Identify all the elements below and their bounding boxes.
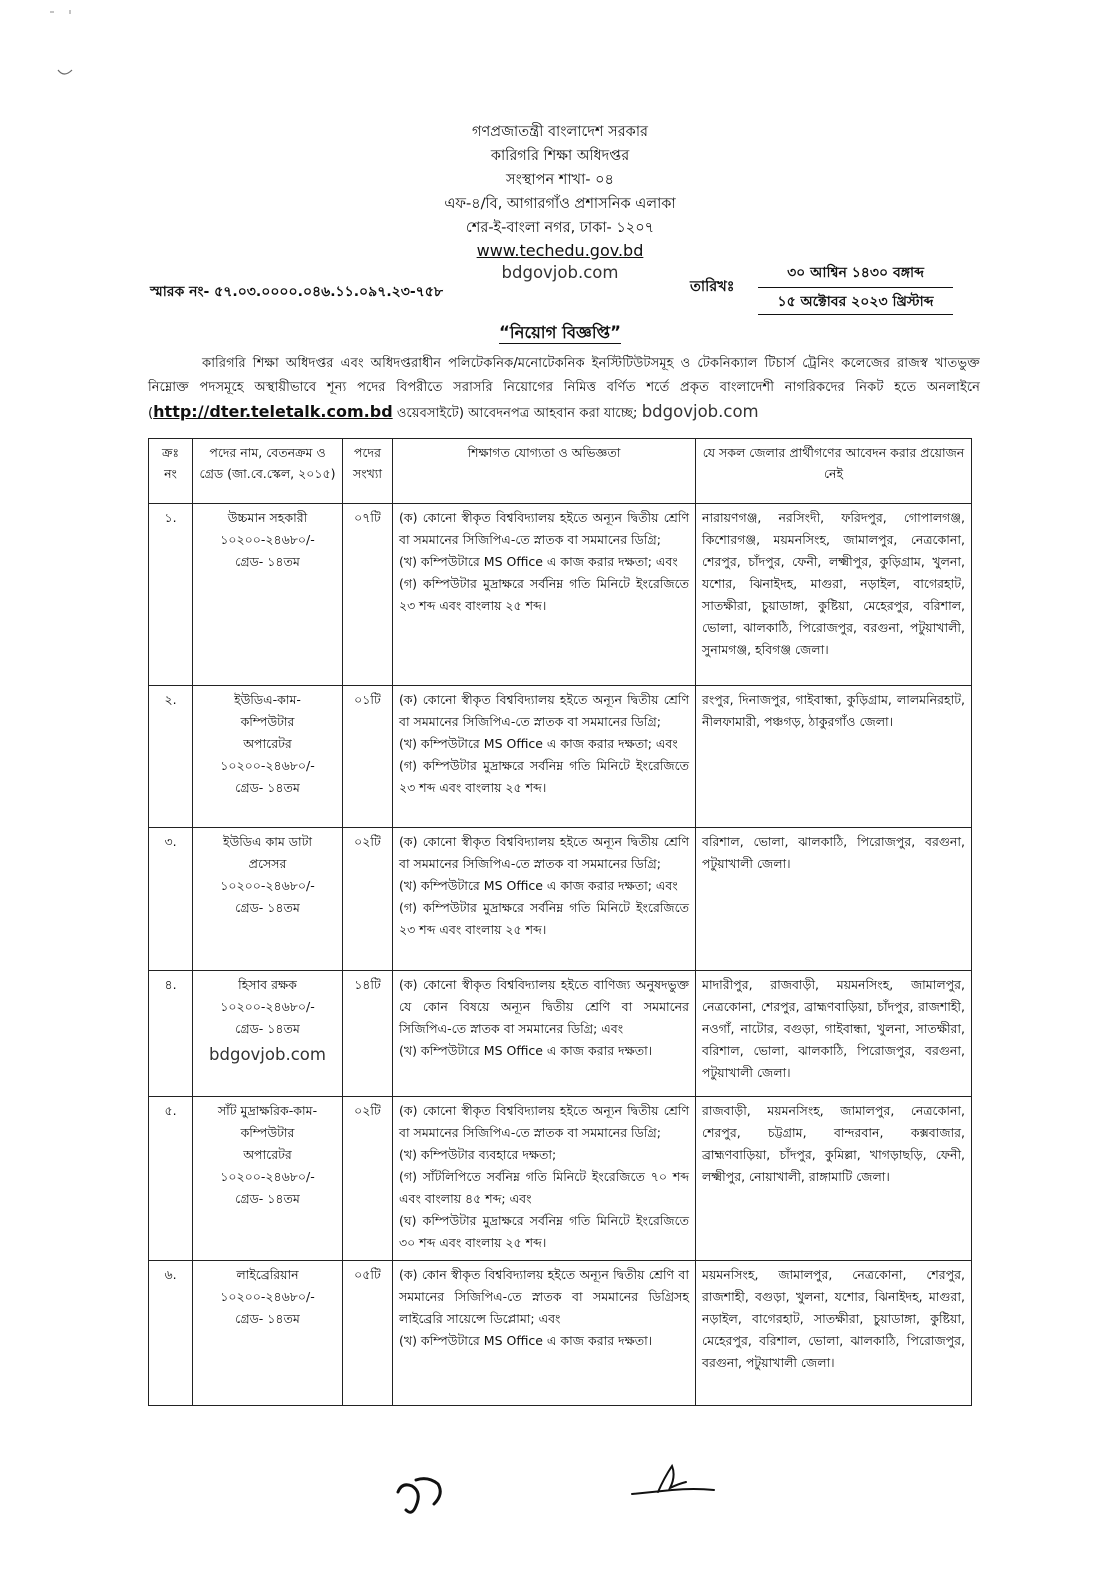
table-row xyxy=(149,686,972,828)
row-count: ০১টি xyxy=(343,686,393,828)
intro-text: কারিগরি শিক্ষা অধিদপ্তর এবং অধিদপ্তরাধীন পলিটেকনিক/মনোটেকনিক ইনস্টিটিউটসমূহ ও টেকনিক্যাল টিচার্স ট্রেনিং কলেজের রাজস্ব খাতভুক্ত নিম্নোক্ত পদসমূহে অস্থায়ীভাবে শূন্য পদের বিপরীতে সরাসরি নিয়োগের নিমিত্ত বর্ণিত শর্তে প্রকৃত বাংলাদেশী নাগরিকদের নিকট হতে অনলাইনে ( xyxy=(148,356,980,421)
post-pay-scale: ১০২০০-২৪৬৮০/- xyxy=(220,758,315,773)
row-post xyxy=(193,1097,343,1261)
date-english: ১৫ অক্টোবর ২০২৩ খ্রিস্টাব্দ xyxy=(758,288,953,315)
header-count: পদের সংখ্যা xyxy=(343,439,393,504)
post-grade: গ্রেড- ১৪তম xyxy=(235,1021,300,1036)
row-serial: ১. xyxy=(149,504,193,686)
qualification-item: (ক) কোনো স্বীকৃত বিশ্ববিদ্যালয় হইতে অন্যূন দ্বিতীয় শ্রেণি বা সমমানের সিজিপিএ-তে স্নাতক বা সমমানের ডিগ্রি; xyxy=(399,692,689,729)
row-serial: ৪. xyxy=(149,971,193,1097)
qualification-item: (খ) কম্পিউটারে MS Office এ কাজ করার দক্ষতা; এবং xyxy=(399,554,678,569)
row-excluded-districts: মাদারীপুর, রাজবাড়ী, ময়মনসিংহ, জামালপুর, নেত্রকোনা, শেরপুর, ব্রাহ্মণবাড়িয়া, চাঁদপুর, রাজশাহী, নওগাঁ, নাটোর, বগুড়া, গাইবান্ধা, খুলনা, সাতক্ষীরা, বরিশাল, ভোলা, ঝালকাঠি, পিরোজপুর, বরগুনা, পটুয়াখালী জেলা। xyxy=(696,971,972,1097)
table-header-row xyxy=(149,439,972,504)
post-title: কম্পিউটার xyxy=(240,1125,295,1140)
row-qualification xyxy=(393,828,696,971)
row-qualification xyxy=(393,686,696,828)
post-title: প্রসেসর xyxy=(248,856,287,871)
row-excluded-districts: রংপুর, দিনাজপুর, গাইবান্ধা, কুড়িগ্রাম, লালমনিরহাট, নীলফামারী, পঞ্চগড়, ঠাকুরগাঁও জেলা। xyxy=(696,686,972,828)
row-qualification xyxy=(393,1261,696,1406)
post-grade: গ্রেড- ১৪তম xyxy=(235,1191,300,1206)
row-count: ০৭টি xyxy=(343,504,393,686)
row-serial: ৩. xyxy=(149,828,193,971)
watermark-text: bdgovjob.com xyxy=(209,1045,326,1064)
post-pay-scale: ১০২০০-২৪৬৮০/- xyxy=(220,878,315,893)
row-serial: ২. xyxy=(149,686,193,828)
date-box xyxy=(758,261,953,315)
watermark-text: bdgovjob.com xyxy=(501,263,619,282)
memo-number: স্মারক নং- ৫৭.০৩.০০০০.০৪৬.১১.০৯৭.২৩-৭৫৮ xyxy=(150,284,443,300)
row-excluded-districts: নারায়ণগঞ্জ, নরসিংদী, ফরিদপুর, গোপালগঞ্জ, কিশোরগঞ্জ, ময়মনসিংহ, জামালপুর, নেত্রকোনা, শেরপুর, চাঁদপুর, ফেনী, লক্ষ্মীপুর, কুড়িগ্রাম, খুলনা, যশোর, ঝিনাইদহ, মাগুরা, নড়াইল, বাগেরহাট, সাতক্ষীরা, চুয়াডাঙ্গা, কুষ্টিয়া, মেহেরপুর, বরিশাল, ভোলা, ঝালকাঠি, পিরোজপুর, বরগুনা, পটুয়াখালী, সুনামগঞ্জ, হবিগঞ্জ জেলা। xyxy=(696,504,972,686)
office-header xyxy=(0,120,1120,284)
header-qualification: শিক্ষাগত যোগ্যতা ও অভিজ্ঞতা xyxy=(393,439,696,504)
vacancy-table xyxy=(148,438,972,1406)
row-post xyxy=(193,504,343,686)
row-excluded-districts: রাজবাড়ী, ময়মনসিংহ, জামালপুর, নেত্রকোনা, শেরপুর, চট্টগ্রাম, বান্দরবান, কক্সবাজার, ব্রাহ্মণবাড়িয়া, চাঁদপুর, কুমিল্লা, খাগড়াছড়ি, ফেনী, লক্ষ্মীপুর, নোয়াখালী, রাঙ্গামাটি জেলা। xyxy=(696,1097,972,1261)
qualification-item: (গ) কম্পিউটার মুদ্রাক্ষরে সর্বনিম্ন গতি মিনিটে ইংরেজিতে ২৩ শব্দ এবং বাংলায় ২৫ শব্দ। xyxy=(399,900,689,937)
qualification-item: (খ) কম্পিউটারে MS Office এ কাজ করার দক্ষতা; এবং xyxy=(399,878,678,893)
post-title: কম্পিউটার xyxy=(240,714,295,729)
table-row xyxy=(149,504,972,686)
date-bangla: ৩০ আশ্বিন ১৪৩০ বঙ্গাব্দ xyxy=(758,261,953,288)
qualification-item: (ক) কোনো স্বীকৃত বিশ্ববিদ্যালয় হইতে অন্যূন দ্বিতীয় শ্রেণি বা সমমানের সিজিপিএ-তে স্নাতক বা সমমানের ডিগ্রি; xyxy=(399,1103,689,1140)
row-qualification xyxy=(393,1097,696,1261)
department-name: কারিগরি শিক্ষা অধিদপ্তর xyxy=(490,148,630,164)
post-title: অপারেটর xyxy=(243,736,292,751)
row-count: ০২টি xyxy=(343,1097,393,1261)
qualification-item: (খ) কম্পিউটারে MS Office এ কাজ করার দক্ষতা; এবং xyxy=(399,736,678,751)
row-count: ০২টি xyxy=(343,828,393,971)
post-grade: গ্রেড- ১৪তম xyxy=(235,1311,300,1326)
post-pay-scale: ১০২০০-২৪৬৮০/- xyxy=(220,1289,315,1304)
row-excluded-districts: বরিশাল, ভোলা, ঝালকাঠি, পিরোজপুর, বরগুনা, পটুয়াখালী জেলা। xyxy=(696,828,972,971)
post-title: ইউডিএ কাম ডাটা xyxy=(222,834,313,849)
qualification-item: (খ) কম্পিউটার ব্যবহারে দক্ষতা; xyxy=(399,1147,557,1162)
row-count: ১৪টি xyxy=(343,971,393,1097)
scan-marks xyxy=(30,8,110,88)
post-pay-scale: ১০২০০-২৪৬৮০/- xyxy=(220,532,315,547)
post-title: উচ্চমান সহকারী xyxy=(227,510,308,525)
header-serial: ক্রঃ নং xyxy=(149,439,193,504)
office-website-link[interactable]: www.techedu.gov.bd xyxy=(476,241,644,260)
initial-signature-mark xyxy=(392,1470,452,1520)
qualification-item: (গ) কম্পিউটার মুদ্রাক্ষরে সর্বনিম্ন গতি মিনিটে ইংরেজিতে ২৩ শব্দ এবং বাংলায় ২৫ শব্দ। xyxy=(399,576,689,613)
qualification-item: (ক) কোন স্বীকৃত বিশ্ববিদ্যালয় হইতে অন্যূন দ্বিতীয় শ্রেণি বা সমমানের সিজিপিএ-তে স্নাতক বা সমমানের ডিগ্রিসহ লাইব্রেরি সায়েন্সে ডিপ্লোমা; এবং xyxy=(399,1267,689,1326)
row-qualification xyxy=(393,504,696,686)
row-qualification xyxy=(393,971,696,1097)
post-pay-scale: ১০২০০-২৪৬৮০/- xyxy=(220,1169,315,1184)
watermark-text: bdgovjob.com xyxy=(641,402,759,421)
post-title: অপারেটর xyxy=(243,1147,292,1162)
post-title: লাইব্রেরিয়ান xyxy=(236,1267,299,1282)
officer-signature-mark xyxy=(628,1460,718,1510)
post-pay-scale: ১০২০০-২৪৬৮০/- xyxy=(220,999,315,1014)
table-row xyxy=(149,1261,972,1406)
date-label: তারিখঃ xyxy=(690,279,735,295)
intro-text-after: ওয়েবসাইটে) আবেদনপত্র আহবান করা যাচ্ছে; xyxy=(392,406,642,421)
qualification-item: (গ) সাঁটলিপিতে সর্বনিম্ন গতি মিনিটে ইংরেজিতে ৭০ শব্দ এবং বাংলায় ৪৫ শব্দ; এবং xyxy=(399,1169,689,1206)
qualification-item: (গ) কম্পিউটার মুদ্রাক্ষরে সর্বনিম্ন গতি মিনিটে ইংরেজিতে ২৩ শব্দ এবং বাংলায় ২৫ শব্দ। xyxy=(399,758,689,795)
post-grade: গ্রেড- ১৪তম xyxy=(235,780,300,795)
row-excluded-districts: ময়মনসিংহ, জামালপুর, নেত্রকোনা, শেরপুর, রাজশাহী, বগুড়া, খুলনা, যশোর, ঝিনাইদহ, মাগুরা, নড়াইল, বাগেরহাট, সাতক্ষীরা, চুয়াডাঙ্গা, কুষ্টিয়া, মেহেরপুর, বরিশাল, ভোলা, ঝালকাঠি, পিরোজপুর, বরগুনা, পটুয়াখালী জেলা। xyxy=(696,1261,972,1406)
qualification-item: (ক) কোনো স্বীকৃত বিশ্ববিদ্যালয় হইতে অন্যূন দ্বিতীয় শ্রেণি বা সমমানের সিজিপিএ-তে স্নাতক বা সমমানের ডিগ্রি; xyxy=(399,834,689,871)
qualification-item: (খ) কম্পিউটারে MS Office এ কাজ করার দক্ষতা। xyxy=(399,1043,653,1058)
office-address: এফ-৪/বি, আগারগাঁও প্রশাসনিক এলাকা xyxy=(444,196,676,212)
table-row xyxy=(149,828,972,971)
notice-title-text: “নিয়োগ বিজ্ঞপ্তি” xyxy=(499,323,621,342)
notice-title xyxy=(0,320,1120,347)
govt-name: গণপ্রজাতন্ত্রী বাংলাদেশ সরকার xyxy=(471,124,648,140)
intro-paragraph xyxy=(148,352,980,426)
table-row xyxy=(149,971,972,1097)
post-title: হিসাব রক্ষক xyxy=(238,977,297,992)
qualification-item: (খ) কম্পিউটারে MS Office এ কাজ করার দক্ষতা। xyxy=(399,1333,653,1348)
qualification-item: (ক) কোনো স্বীকৃত বিশ্ববিদ্যালয় হইতে বাণিজ্য অনুষদভুক্ত যে কোন বিষয়ে অন্যূন দ্বিতীয় শ্রেণি বা সমমানের সিজিপিএ-তে স্নাতক বা সমমানের ডিগ্রি; এবং xyxy=(399,977,689,1036)
application-link[interactable]: http://dter.teletalk.com.bd xyxy=(153,402,393,421)
post-title: সাঁট মুদ্রাক্ষরিক-কাম- xyxy=(217,1103,318,1118)
office-city: শের-ই-বাংলা নগর, ঢাকা- ১২০৭ xyxy=(465,220,655,236)
row-post xyxy=(193,971,343,1097)
qualification-item: (ঘ) কম্পিউটার মুদ্রাক্ষরে সর্বনিম্ন গতি মিনিটে ইংরেজিতে ৩০ শব্দ এবং বাংলায় ২৫ শব্দ। xyxy=(399,1213,689,1250)
branch-name: সংস্থাপন শাখা- ০৪ xyxy=(506,172,614,188)
post-grade: গ্রেড- ১৪তম xyxy=(235,900,300,915)
row-count: ০৫টি xyxy=(343,1261,393,1406)
row-post xyxy=(193,828,343,971)
row-post xyxy=(193,686,343,828)
post-title: ইউডিএ-কাম- xyxy=(234,692,301,707)
post-grade: গ্রেড- ১৪তম xyxy=(235,554,300,569)
table-row xyxy=(149,1097,972,1261)
row-post xyxy=(193,1261,343,1406)
row-serial: ৫. xyxy=(149,1097,193,1261)
header-post: পদের নাম, বেতনক্রম ও গ্রেড (জা.বে.স্কেল, ২০১৫) xyxy=(193,439,343,504)
row-serial: ৬. xyxy=(149,1261,193,1406)
qualification-item: (ক) কোনো স্বীকৃত বিশ্ববিদ্যালয় হইতে অন্যূন দ্বিতীয় শ্রেণি বা সমমানের সিজিপিএ-তে স্নাতক বা সমমানের ডিগ্রি; xyxy=(399,510,689,547)
header-excluded-districts: যে সকল জেলার প্রার্থীগণের আবেদন করার প্রয়োজন নেই xyxy=(696,439,972,504)
